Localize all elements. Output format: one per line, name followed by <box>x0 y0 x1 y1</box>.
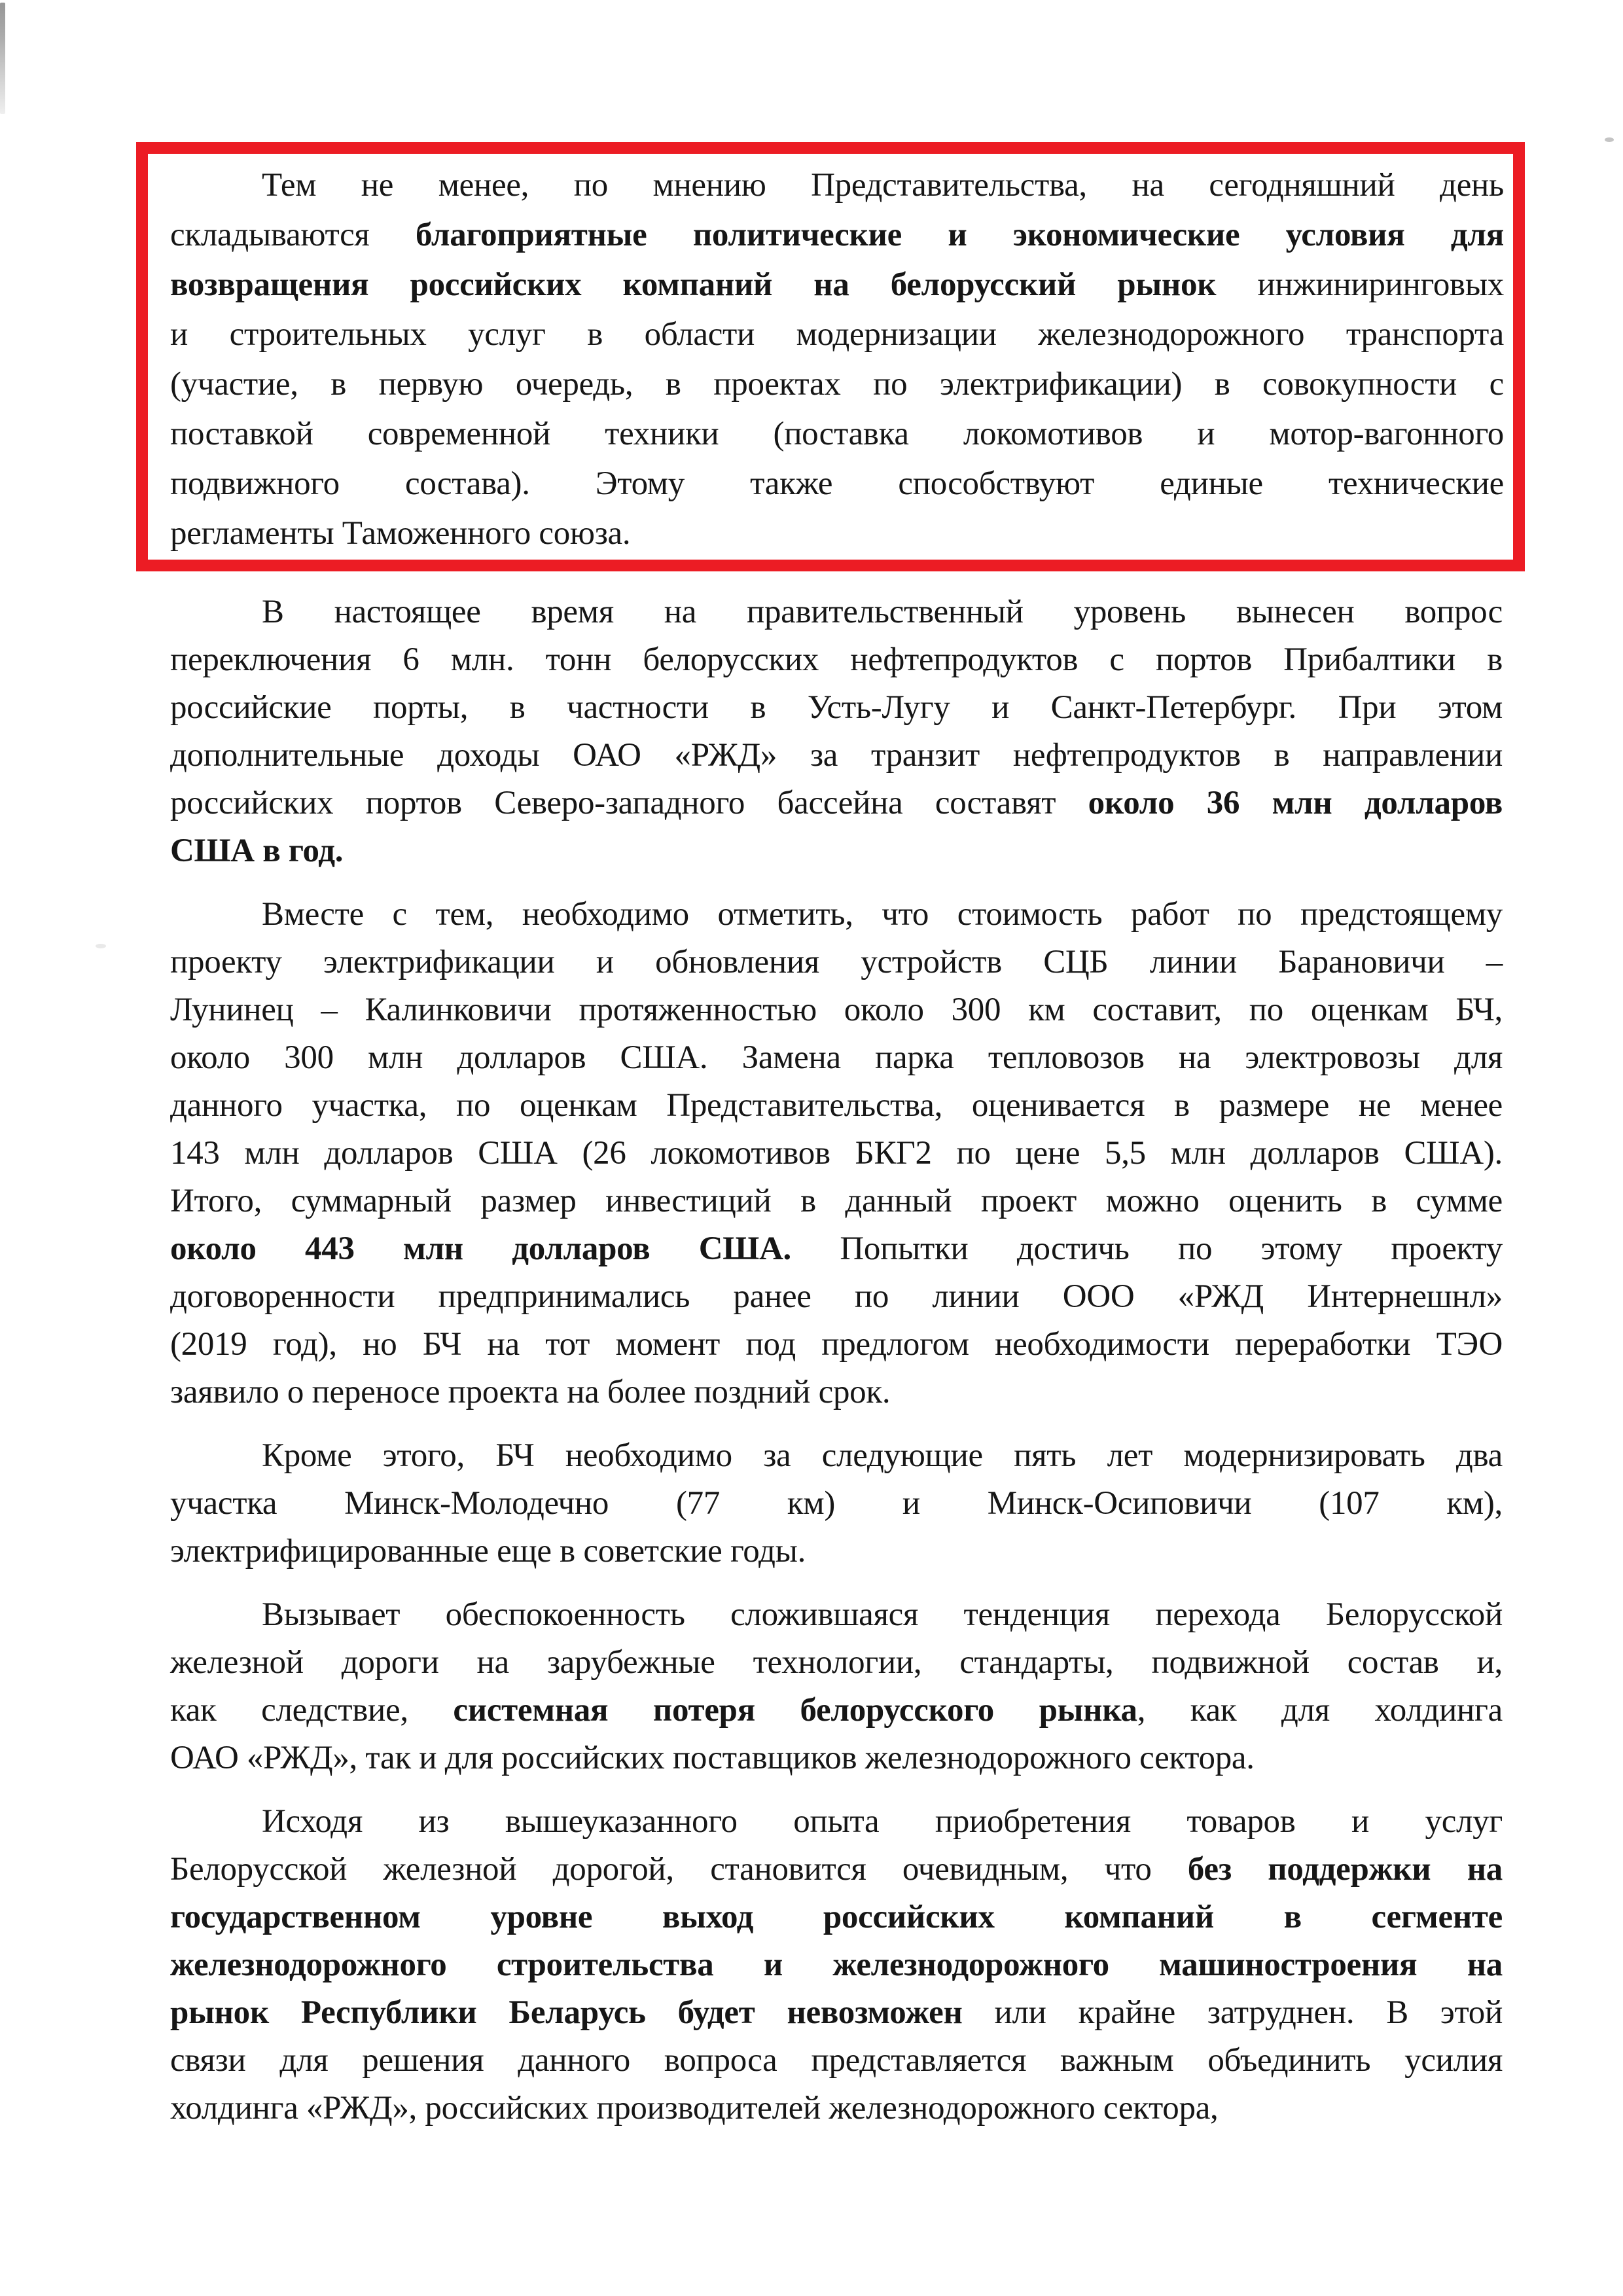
text-segment: Кроме этого, БЧ необходимо за следующие пять лет модернизировать два <box>262 1437 1503 1474</box>
text-line <box>170 1432 1503 1480</box>
text-segment: российские порты, в частности в Усть-Лугу и Санкт-Петербург. При этом <box>170 689 1503 726</box>
text-segment: данного участка, по оценкам Представительства, оценивается в размере не менее <box>170 1087 1503 1124</box>
text-line <box>170 1734 1503 1782</box>
text-line <box>170 260 1504 310</box>
text-segment: договоренности предпринимались ранее по линии ООО «РЖД Интернешнл» <box>170 1278 1503 1315</box>
text-segment: ОАО «РЖД», так и для российских поставщиков железнодорожного сектора. <box>170 1740 1255 1776</box>
text-line <box>170 986 1503 1034</box>
text-line <box>170 210 1504 260</box>
text-segment: железной дороги на зарубежные технологии, стандарты, подвижной состав и, <box>170 1644 1503 1681</box>
text-line <box>170 1177 1503 1225</box>
text-segment: Попытки достичь по этому проекту <box>791 1230 1503 1267</box>
text-line <box>170 1480 1503 1528</box>
scan-artifact-right-speck <box>1605 137 1614 142</box>
paragraph <box>170 588 1503 875</box>
bold-text-segment: государственном уровне выход российских компаний в сегменте <box>170 1899 1503 1935</box>
text-segment: связи для решения данного вопроса представляется важным объединить усилия <box>170 2042 1503 2079</box>
text-line <box>170 1989 1503 2037</box>
text-segment: Белорусской железной дорогой, становится очевидным, что <box>170 1851 1188 1888</box>
bold-text-segment: благоприятные политические и экономические условия для <box>416 217 1505 253</box>
text-line <box>170 1846 1503 1893</box>
text-line <box>170 310 1504 359</box>
text-segment: проекту электрификации и обновления устройств СЦБ линии Барановичи – <box>170 944 1503 980</box>
text-segment: В настоящее время на правительственный уровень вынесен вопрос <box>262 594 1503 630</box>
text-segment: Тем не менее, по мнению Представительства, на сегодняшний день <box>262 167 1504 204</box>
text-line <box>170 1941 1503 1989</box>
text-line <box>170 1034 1503 1082</box>
text-line <box>170 1893 1503 1941</box>
text-segment: переключения 6 млн. тонн белорусских нефтепродуктов с портов Прибалтики в <box>170 641 1503 678</box>
scan-artifact-mid-speck <box>96 944 106 948</box>
highlighted-paragraph <box>136 142 1525 571</box>
text-segment: (2019 год), но БЧ на тот момент под предлогом необходимости переработки ТЭО <box>170 1326 1503 1363</box>
text-line <box>170 1798 1503 1846</box>
text-line <box>170 1687 1503 1734</box>
text-line <box>170 827 1503 875</box>
text-segment: Лунинец – Калинковичи протяженностью около 300 км составит, по оценкам БЧ, <box>170 992 1503 1028</box>
text-segment: около 300 млн долларов США. Замена парка тепловозов на электровозы для <box>170 1039 1503 1076</box>
text-line <box>170 684 1503 732</box>
text-line <box>170 1273 1503 1321</box>
text-line <box>170 2037 1503 2085</box>
text-segment: Вместе с тем, необходимо отметить, что стоимость работ по предстоящему <box>262 896 1503 933</box>
text-segment: как следствие, <box>170 1692 454 1729</box>
text-segment: регламенты Таможенного союза. <box>170 515 631 552</box>
text-segment: дополнительные доходы ОАО «РЖД» за транзит нефтепродуктов в направлении <box>170 737 1503 774</box>
text-line <box>170 1639 1503 1687</box>
text-line <box>170 732 1503 780</box>
bold-text-segment: около 443 млн долларов США. <box>170 1230 791 1267</box>
bold-text-segment: возвращения российских компаний на белорусский рынок <box>170 266 1217 303</box>
bold-text-segment: рынок Республики Беларусь будет невозможен <box>170 1994 963 2031</box>
text-segment: поставкой современной техники (поставка локомотивов и мотор-вагонного <box>170 416 1504 452</box>
text-line <box>170 636 1503 684</box>
text-line <box>170 1225 1503 1273</box>
text-segment: (участие, в первую очередь, в проектах по электрификации) в совокупности с <box>170 366 1504 403</box>
text-segment: подвижного состава). Этому также способствуют единые технические <box>170 465 1504 502</box>
text-line <box>170 1528 1503 1575</box>
text-segment: , как для холдинга <box>1137 1692 1503 1729</box>
bold-text-segment: США в год. <box>170 833 344 869</box>
text-segment: российских портов Северо-западного бассейна составят <box>170 785 1088 821</box>
document-body <box>170 142 1503 2132</box>
paragraph <box>170 1432 1503 1575</box>
text-segment: электрифицированные еще в советские годы. <box>170 1533 806 1570</box>
text-line <box>170 1130 1503 1177</box>
text-line <box>170 1591 1503 1639</box>
text-line <box>170 359 1504 409</box>
text-line <box>170 160 1504 210</box>
text-line <box>170 2085 1503 2132</box>
text-segment: Вызывает обеспокоенность сложившаяся тенденция перехода Белорусской <box>262 1596 1503 1633</box>
text-line <box>170 459 1504 509</box>
text-line <box>170 509 1504 558</box>
text-segment: инжиниринговых <box>1216 266 1504 303</box>
text-segment: складываются <box>170 217 416 253</box>
text-segment: холдинга «РЖД», российских производителей железнодорожного сектора, <box>170 2090 1219 2126</box>
text-segment: и строительных услуг в области модернизации железнодорожного транспорта <box>170 316 1504 353</box>
paragraph <box>170 891 1503 1416</box>
text-segment: Итого, суммарный размер инвестиций в данный проект можно оценить в сумме <box>170 1183 1503 1219</box>
bold-text-segment: без поддержки на <box>1187 1851 1503 1888</box>
text-line <box>170 1082 1503 1130</box>
text-line <box>170 939 1503 986</box>
scan-artifact-left-streak <box>0 3 5 114</box>
text-segment: участка Минск-Молодечно (77 км) и Минск-Осиповичи (107 км), <box>170 1485 1503 1522</box>
text-segment: 143 млн долларов США (26 локомотивов БКГ2 по цене 5,5 млн долларов США). <box>170 1135 1503 1172</box>
text-line <box>170 409 1504 459</box>
text-line <box>170 891 1503 939</box>
text-line <box>170 1369 1503 1416</box>
text-segment: заявило о переносе проекта на более поздний срок. <box>170 1374 891 1410</box>
bold-text-segment: системная потеря белорусского рынка <box>453 1692 1137 1729</box>
paragraph <box>170 1798 1503 2132</box>
text-line <box>170 780 1503 827</box>
bold-text-segment: около 36 млн долларов <box>1088 785 1503 821</box>
text-line <box>170 588 1503 636</box>
text-segment: или крайне затруднен. В этой <box>962 1994 1503 2031</box>
text-segment: Исходя из вышеуказанного опыта приобретения товаров и услуг <box>262 1803 1503 1840</box>
bold-text-segment: железнодорожного строительства и железнодорожного машиностроения на <box>170 1946 1503 1983</box>
paragraph <box>170 1591 1503 1782</box>
text-line <box>170 1321 1503 1369</box>
